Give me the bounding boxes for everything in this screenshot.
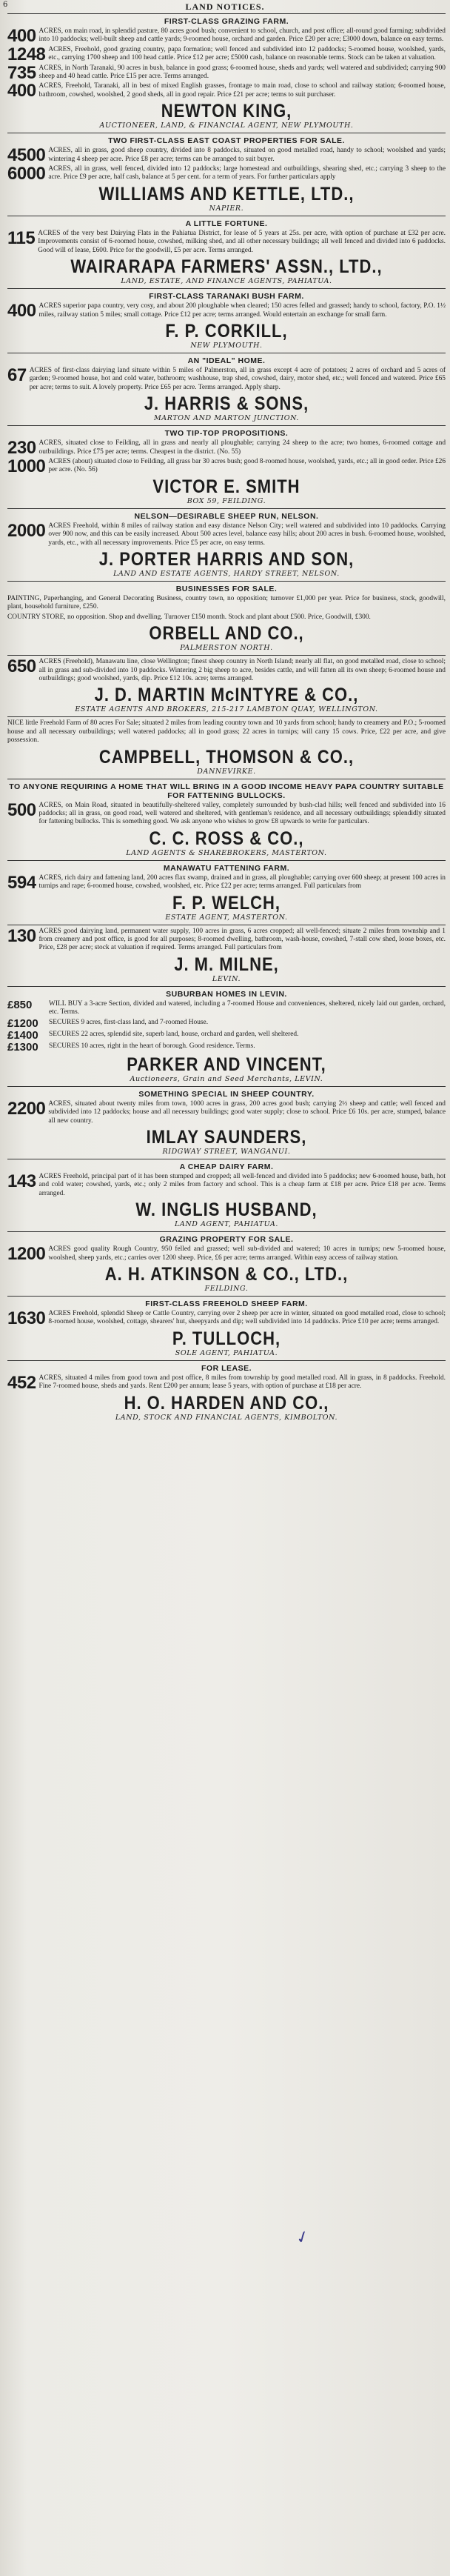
- ad-title: FIRST-CLASS GRAZING FARM.: [164, 17, 289, 26]
- acreage-figure: 1000: [7, 456, 46, 476]
- ad-paragraph: [7, 367, 446, 392]
- advertisement: [7, 1360, 446, 1425]
- ad-text: ACRES good dairying land, permanent water supply, 100 acres in grass, 6 acres cropped; all well-fenced; situate 2 miles from township and 1 from creamery and post office, is good for all purposes; 8-roomed dwelling, bathroom, wash-house, cowshed, 7-stall cow shed, loose boxes, etc. Price, £28 per acre; stock at valuation if required. Terms arranged. Full particulars from: [38, 927, 446, 952]
- ad-paragraph: [7, 595, 446, 612]
- price: £1200: [7, 1016, 38, 1030]
- agent-detail: BOX 59, FEILDING.: [187, 496, 266, 505]
- acreage-figure: 1248: [7, 44, 46, 64]
- price-text: SECURES 9 acres, first-class land, and 7-roomed House.: [49, 1018, 209, 1026]
- agent-detail: LAND, ESTATE, AND FINANCE AGENTS, PAHIATUA.: [121, 277, 332, 286]
- acreage-figure: 400: [7, 26, 36, 46]
- agent-detail: DANNEVIRKE.: [197, 767, 256, 776]
- agent-detail: RIDGWAY STREET, WANGANUI.: [162, 1147, 291, 1156]
- advertisement: [7, 986, 446, 1086]
- acreage-figure: 67: [7, 365, 27, 385]
- ad-paragraph: [7, 301, 446, 322]
- agent-detail: LEVIN.: [212, 974, 241, 983]
- ad-title: MANAWATU FATTENING FARM.: [163, 863, 290, 873]
- advertisement: [7, 655, 446, 716]
- agent-detail: LAND AGENTS & SHAREBROKERS, MASTERTON.: [126, 848, 327, 857]
- ad-text: ACRES, situated about twenty miles from town, 1000 acres in grass, 200 acres good bush; carrying 2½ sheep and cattle; well fenced and subdivided into 12 paddocks; house and all necessary buildings; good water supply; close to school. Price £6 10s. per acre, stumped, balance all new country.: [48, 1099, 446, 1125]
- ad-title: FIRST-CLASS FREEHOLD SHEEP FARM.: [145, 1299, 308, 1308]
- advertisement: [7, 925, 446, 986]
- ad-paragraph: [7, 874, 446, 891]
- ad-paragraph: [7, 165, 446, 182]
- ad-text: ACRES (Freehold), Manawatu line, close Wellington; finest sheep country in North Island; nearly all flat, on good metalled road, close to school; all in grass and sub-divided into 10 paddocks. Wintering 2 big sheep to acre, besides cattle, and will fatten all its own sheep; 6-roomed house and outbuildings; good woolshed, yards, dip. Price £12 10s. acre; terms arranged.: [38, 658, 446, 682]
- ad-text: ACRES of first-class dairying land situate within 5 miles of Palmerston, all in grass except 4 acre of potatoes; 2 acres of orchard and 5 acres of garden; 9-roomed house, hot and cold water, bathroom; washhouse, trap shed, cowshed, dairy, motor shed, etc.; well fenced and watered. Price £65 per acre; terms to suit. A lovely property. Price £65 per acre. Terms arranged. Apply sharp.: [29, 366, 446, 391]
- price-text: WILL BUY a 3-acre Section, divided and watered, including a 7-roomed House and conveniences, sheltered, nicely laid out garden, orchard, etc. Terms.: [49, 999, 446, 1016]
- ad-text: NICE little Freehold Farm of 80 acres For Sale; situated 2 miles from leading country town and 10 yards from school; handy to creamery and P.O.; 5-roomed house and all necessary outbuildings; well watered paddocks; all in good grass; 22 acres in turnips; will carry 15 cows. Price, £22 per acre, and give possession.: [7, 719, 446, 745]
- price-item: [7, 1016, 446, 1030]
- ad-title: NELSON—DESIRABLE SHEEP RUN, NELSON.: [134, 511, 319, 521]
- agent-name: C. C. ROSS & CO.,: [149, 827, 304, 849]
- ad-text: ACRES, Freehold, Taranaki, all in best of mixed English grasses, frontage to main road, close to school and railway station; 6-roomed house, bathroom, cowshed, woolshed, 2 good sheds, all in good repair. Price £21 per acre; terms to suit purchaser.: [38, 82, 446, 99]
- acreage-figure: 650: [7, 656, 36, 677]
- price-item: [7, 1000, 446, 1017]
- ad-paragraph: [7, 1173, 446, 1198]
- advertisement: [7, 1086, 446, 1159]
- ink-mark: ✓: [293, 2226, 313, 2249]
- advertisement: [7, 425, 446, 508]
- ad-title: FOR LEASE.: [201, 1363, 252, 1373]
- ad-title: TWO TIP-TOP PROPOSITIONS.: [164, 429, 289, 439]
- acreage-figure: 735: [7, 62, 36, 83]
- acreage-figure: 230: [7, 438, 36, 459]
- advertisement: [7, 581, 446, 655]
- ad-text: ACRES (about) situated close to Feilding, all grass bar 30 acres bush; good 8-roomed house, woolshed, yards, etc.; all in good order. Price £26 per acre. (No. 56): [48, 457, 446, 474]
- ad-title: A CHEAP DAIRY FARM.: [179, 1162, 274, 1171]
- price-text: SECURES 10 acres, right in the heart of borough. Good residence. Terms.: [49, 1042, 255, 1050]
- agent-detail: SOLE AGENT, PAHIATUA.: [175, 1348, 278, 1357]
- ad-text: PAINTING, Paperhanging, and General Decorating Business, country town, no opposition; turnover £1,000 per year. Price for business, stock, goodwill, plant, household furniture, £250.: [7, 594, 446, 611]
- advertisement: [7, 216, 446, 288]
- advertisement: [7, 1231, 446, 1296]
- agent-detail: MARTON AND MARTON JUNCTION.: [153, 414, 300, 423]
- ad-paragraph: [7, 925, 446, 953]
- agent-name: WAIRARAPA FARMERS' ASSN., LTD.,: [70, 256, 383, 277]
- page-number: 6: [3, 1, 8, 9]
- advertisement: [7, 716, 446, 778]
- price-item: [7, 1042, 446, 1053]
- page-header: LAND NOTICES.: [185, 1, 265, 12]
- ad-title: SUBURBAN HOMES IN LEVIN.: [166, 989, 287, 999]
- ad-text: ACRES of the very best Dairying Flats in the Pahiatua District, for lease of 5 years at 25s. per acre, with option of purchase at £32 per acre. Improvements consist of 6-roomed house, cowshed, milking shed, and all other necessary buildings; all well fenced and divided into 6 paddocks. Good will of lease, £600. Price for the goodwill, £5 per acre. Terms arranged.: [38, 229, 446, 254]
- ad-title: SOMETHING SPECIAL IN SHEEP COUNTRY.: [138, 1089, 315, 1099]
- ad-title: TWO FIRST-CLASS EAST COAST PROPERTIES FOR SALE.: [108, 136, 345, 146]
- ad-paragraph: [7, 27, 446, 44]
- acreage-figure: 115: [7, 227, 36, 248]
- acreage-figure: 500: [7, 799, 36, 820]
- agent-detail: PALMERSTON NORTH.: [180, 644, 273, 653]
- agent-detail: NAPIER.: [209, 204, 244, 213]
- advertisement: [7, 353, 446, 425]
- agent-name: VICTOR E. SMITH: [152, 475, 300, 497]
- ad-title: TO ANYONE REQUIRING A HOME THAT WILL BRING IN A GOOD INCOME HEAVY PAPA COUNTRY SUITABLE FOR FATTENING BULLOCKS.: [9, 782, 444, 800]
- advertisement: [7, 13, 446, 133]
- price-item: [7, 1028, 446, 1042]
- acreage-figure: 1200: [7, 1244, 46, 1265]
- acreage-figure: 1630: [7, 1308, 46, 1328]
- acreage-figure: 594: [7, 872, 36, 893]
- advertisement: [7, 779, 446, 860]
- agent-name: F. P. CORKILL,: [165, 319, 288, 342]
- ad-paragraph: [7, 1100, 446, 1125]
- agent-detail: LAND AND ESTATE AGENTS, HARDY STREET, NELSON.: [113, 569, 340, 578]
- ad-text: ACRES superior papa country, very cosy, and about 200 ploughable when cleared; 150 acres felled and grassed; handy to school, factory, P.O. 1½ miles, railway station 5 miles; small cottage. Price £12 per acre; terms arranged. Would entertain an exchange for small farm.: [38, 302, 446, 319]
- advertisement: [7, 1159, 446, 1231]
- agent-name: ORBELL AND CO.,: [149, 622, 304, 644]
- ad-title: BUSINESSES FOR SALE.: [175, 584, 278, 593]
- ad-text: ACRES, all in grass, good sheep country, divided into 8 paddocks, situated on good metalled road, handy to school; woolshed and yards; wintering 4 sheep per acre. Price £8 per acre; terms can be arranged to suit buyer.: [48, 147, 446, 163]
- acreage-figure: 400: [7, 81, 36, 101]
- ad-paragraph: [7, 799, 446, 827]
- acreage-figure: 400: [7, 301, 36, 322]
- ad-paragraph: [7, 1374, 446, 1391]
- agent-detail: Auctioneers, Grain and Seed Merchants, LEVIN.: [130, 1074, 323, 1083]
- ad-title: GRAZING PROPERTY FOR SALE.: [159, 1235, 294, 1245]
- ad-paragraph: [7, 719, 446, 745]
- agent-name: J. D. MARTIN McINTYRE & CO.,: [94, 684, 359, 706]
- agent-name: IMLAY SAUNDERS,: [146, 1125, 307, 1148]
- ad-paragraph: [7, 1244, 446, 1265]
- ad-text: ACRES, in North Taranaki, 90 acres in bush, balance in good grass; 6-roomed house, sheds and yards; well watered and subdivided; carrying 900 sheep and 40 head cattle. Price £15 per acre. Terms arranged.: [38, 64, 446, 81]
- ad-text: ACRES, on Main Road, situated in beautifully-sheltered valley, completely surrounded by bush-clad hills; well fenced and subdivided into 16 paddocks; all in grass, on good road, well watered and sheltered, with gentleman's residence, and all necessary outbuildings; splendidly situated for fattening bullocks. This is something good. We ask anyone who wishes to grow £8 upwards to write for particulars.: [38, 801, 446, 826]
- ad-text: ACRES, situated close to Feilding, all in grass and nearly all ploughable; carrying 24 sheep to the acre; two homes, 6-roomed cottage and outbuildings. Price £75 per acre; terms. Cheapest in the district. (No. 55): [38, 439, 446, 456]
- acreage-figure: 452: [7, 1372, 36, 1393]
- agent-detail: AUCTIONEER, LAND, & FINANCIAL AGENT, NEW PLYMOUTH.: [99, 122, 354, 130]
- ad-text: ACRES, situated 4 miles from good town and post office, 8 miles from township by good metalled road. All in grass, in 8 paddocks. Freehold. Fine 7-roomed house, sheds and yards. Rent £200 per annum; lease 5 years, with option of purchase at £18 per acre.: [38, 1374, 446, 1391]
- agent-detail: ESTATE AGENTS AND BROKERS, 215-217 LAMBTON QUAY, WELLINGTON.: [75, 705, 378, 714]
- agent-detail: NEW PLYMOUTH.: [190, 341, 263, 350]
- agent-name: H. O. HARDEN AND CO.,: [124, 1391, 329, 1414]
- agent-detail: ESTATE AGENT, MASTERTON.: [165, 913, 288, 922]
- ad-title: AN "IDEAL" HOME.: [187, 356, 266, 365]
- ad-paragraph: [7, 46, 446, 63]
- ad-text: ACRES Freehold, within 8 miles of railway station and easy distance Nelson City; well watered and subdivided into 10 paddocks. Carrying over 900 now, and this can be easily increased. About 500 acres level, balance easy hills; about 200 acres in bush. 6-roomed house, woolshed, yards, etc., with all necessary improvements. Price £5 per acre, on easy terms.: [48, 522, 446, 547]
- agent-name: J. PORTER HARRIS AND SON,: [98, 548, 355, 570]
- agent-name: A. H. ATKINSON & CO., LTD.,: [104, 1262, 349, 1285]
- agent-name: P. TULLOCH,: [172, 1327, 281, 1349]
- ad-text: ACRES Freehold, splendid Sheep or Cattle Country, carrying over 2 sheep per acre in winter, situated on good metalled road, close to school; 8-roomed house, woolshed, cottage, shearers' hut, sheepyards and dip; well subdivided into 14 paddocks. Price £10 per acre; terms arranged.: [48, 1309, 446, 1326]
- price-text: SECURES 22 acres, splendid site, superb land, house, orchard and garden, well sheltered.: [49, 1030, 299, 1038]
- price: £1400: [7, 1028, 38, 1042]
- agent-name: PARKER AND VINCENT,: [127, 1053, 326, 1075]
- price: £850: [7, 998, 33, 1011]
- ad-paragraph: [7, 147, 446, 164]
- ad-paragraph: [7, 522, 446, 548]
- acreage-figure: 2000: [7, 520, 46, 541]
- acreage-figure: 130: [7, 925, 36, 946]
- agent-name: J. M. MILNE,: [174, 953, 279, 975]
- agent-detail: LAND, STOCK AND FINANCIAL AGENTS, KIMBOLTON.: [115, 1413, 338, 1422]
- ad-text: ACRES, Freehold, good grazing country, papa formation; well fenced and subdivided into 12 paddocks; 5-roomed house, woolshed, yards, etc., carrying 1700 sheep and 100 head cattle. Price £12 per acre; £5000 cash, balance on reasonable terms. Stock can be taken at valuation.: [48, 45, 446, 62]
- ad-title: A LITTLE FORTUNE.: [185, 219, 268, 228]
- ad-text: ACRES Freehold, principal part of it has been stumped and cropped; all well-fenced and divided into 5 paddocks; new 6-roomed house, bath, hot and cold water; cowshed, yards, etc.; only 2 miles from factory and school. This is a cheap farm at £18 per acre. Price £18 per acre. Terms arranged.: [38, 1172, 446, 1197]
- agent-name: NEWTON KING,: [161, 100, 292, 122]
- ad-text: ACRES good quality Rough Country, 950 felled and grassed; well sub-divided and watered; 10 acres in turnips; new 5-roomed house, woolshed, sheep yards, etc.; carries over 1200 sheep. Price, £6 per acre; terms arranged. Within easy access of railway station.: [48, 1245, 446, 1262]
- agent-detail: LAND AGENT, PAHIATUA.: [174, 1220, 279, 1229]
- ad-paragraph: [7, 82, 446, 99]
- price: £1300: [7, 1040, 38, 1054]
- advertisement: [7, 133, 446, 216]
- ad-paragraph: [7, 1310, 446, 1327]
- agent-name: F. P. WELCH,: [172, 891, 281, 913]
- ad-title: FIRST-CLASS TARANAKI BUSH FARM.: [149, 292, 304, 302]
- advertisement: [7, 860, 446, 925]
- ad-text: ACRES, on main road, in splendid pasture, 80 acres good bush; convenient to school, church, and post office; all-round good farming; subdivided into 10 paddocks; well-built sheep and cattle yards; 9-roomed house, orchard and garden. Price £20 per acre; £3000 down, balance on easy terms.: [38, 27, 446, 44]
- agent-name: J. HARRIS & SONS,: [144, 393, 309, 414]
- acreage-figure: 143: [7, 1171, 36, 1191]
- ad-text: COUNTRY STORE, no opposition. Shop and dwelling. Turnover £150 month. Stock and plant about £500. Price, Goodwill, £300.: [7, 613, 371, 621]
- ad-paragraph: [7, 438, 446, 459]
- agent-name: W. INGLIS HUSBAND,: [135, 1199, 318, 1220]
- advertisement: [7, 288, 446, 353]
- acreage-figure: 2200: [7, 1098, 46, 1119]
- advertisement: [7, 1296, 446, 1360]
- ad-paragraph: [7, 227, 446, 255]
- advertisement: [7, 508, 446, 581]
- agent-name: CAMPBELL, THOMSON & CO.,: [98, 745, 355, 768]
- acreage-figure: 4500: [7, 145, 46, 166]
- ad-text: ACRES, all in grass, well fenced, divided into 12 paddocks; large homestead and outbuildings, shearing shed, etc.; carrying 3 sheep to the acre. Price £9 per acre, half cash, balance at 5 per cent. for a term of years. For further particulars apply: [48, 165, 446, 182]
- ads-column: [7, 13, 446, 1425]
- ad-paragraph: [7, 613, 446, 622]
- ad-paragraph: [7, 64, 446, 81]
- agent-detail: FEILDING.: [204, 1284, 249, 1293]
- acreage-figure: 6000: [7, 164, 46, 184]
- agent-name: WILLIAMS AND KETTLE, LTD.,: [98, 182, 355, 204]
- ad-text: ACRES, rich dairy and fattening land, 200 acres flax swamp, drained and in grass, all ploughable; carrying over 600 sheep; at present 100 acres in turnips and rape; 6-roomed house, cowshed, woolshed, etc. Price £22 per acre; terms arranged. Full particulars from: [38, 873, 446, 891]
- ad-paragraph: [7, 658, 446, 683]
- ad-paragraph: [7, 458, 446, 475]
